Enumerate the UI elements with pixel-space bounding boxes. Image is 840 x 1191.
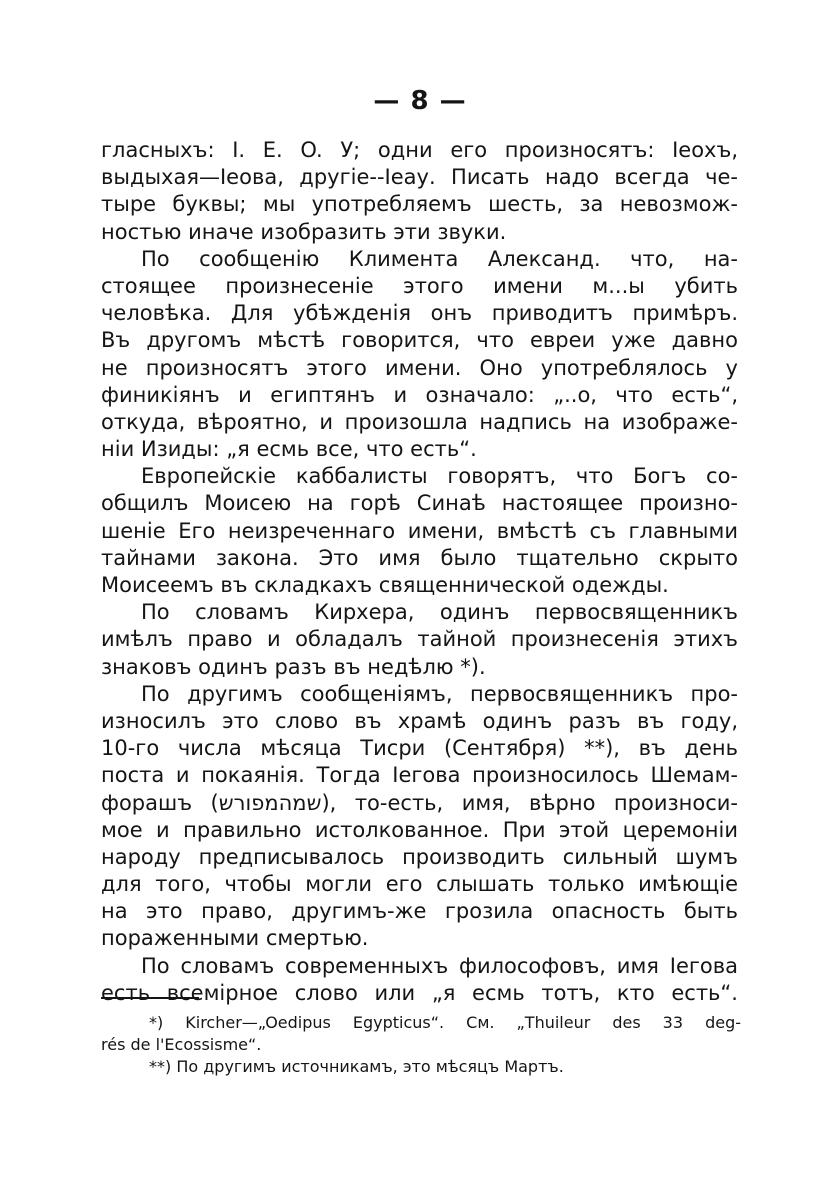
paragraph — [101, 599, 738, 681]
text-line: откуда, вѣроятно, и произошла надпись на изображе- — [101, 409, 738, 434]
text-line: По сообщенію Климента Александ. что, на- — [141, 246, 738, 271]
text-line: пораженными смертью. — [101, 926, 369, 951]
text-line: народу предписывалось производить сильный шумъ — [101, 844, 738, 869]
text-line: Моисеемъ въ складкахъ священнической одежды. — [101, 573, 669, 597]
text-line: мое и правильно истолкованное. При этой церемоніи — [101, 817, 738, 842]
text-line: форашъ (שמהמפורש), то-есть, имя, вѣрно произноси- — [101, 790, 738, 815]
text-line: не произносятъ этого имени. Оно употреблялось у — [101, 355, 738, 380]
footnote-line: rés de l'Ecossisme“. — [101, 1035, 262, 1054]
text-line: есть всемірное слово или „я есмь тотъ, кто есть“. — [101, 980, 738, 1005]
text-line: на это право, другимъ-же грозила опасность быть — [101, 899, 738, 924]
text-line: Европейскіе каббалисты говорятъ, что Богъ со- — [141, 464, 738, 489]
body-text — [101, 137, 738, 1007]
paragraph — [101, 681, 738, 953]
text-line: имѣлъ право и обладалъ тайной произнесенія этихъ — [101, 627, 738, 652]
footnote-divider — [101, 997, 199, 999]
text-line: знаковъ одинъ разъ въ недѣлю *). — [101, 654, 486, 679]
text-line: По словамъ современныхъ философовъ, имя Іегова — [141, 953, 738, 978]
text-line: тыре буквы; мы употребляемъ шесть, за невозмож- — [101, 192, 738, 217]
text-line: финикіянъ и египтянъ и означало: „..о, что есть“, — [101, 382, 738, 407]
text-line: выдыхая—Іеова, другіе--Іеау. Писать надо всегда че- — [101, 165, 738, 190]
footnote-line: **) По другимъ источникамъ, это мѣсяцъ Мартъ. — [149, 1057, 564, 1076]
text-line: поста и покаянія. Тогда Іегова произносилось Шемам- — [101, 763, 738, 788]
text-line: износилъ это слово въ храмѣ одинъ разъ въ году, — [101, 708, 738, 733]
footnote-line: *) Kircher—„Oedipus Egypticus“. См. „Thuileur des 33 deg- — [149, 1013, 741, 1032]
text-line: гласныхъ: I. E. O. У; одни его произносятъ: Іеохъ, — [101, 138, 738, 162]
paragraph — [101, 246, 738, 464]
text-line: 10-го числа мѣсяца Тисри (Сентября) **), въ день — [101, 736, 738, 761]
text-line: ностью иначе изобразить эти звуки. — [101, 219, 507, 244]
text-line: человѣка. Для убѣжденія онъ приводитъ примѣръ. — [101, 301, 738, 326]
text-line: По словамъ Кирхера, одинъ первосвященникъ — [141, 600, 738, 625]
text-line: Въ другомъ мѣстѣ говорится, что евреи уже давно — [101, 328, 738, 353]
paragraph — [101, 137, 738, 246]
text-line: общилъ Моисею на горѣ Синаѣ настоящее произно- — [101, 491, 738, 516]
text-line: ніи Изиды: „я есмь все, что есть“. — [101, 437, 477, 462]
footnotes — [101, 1012, 741, 1078]
text-line: для того, чтобы могли его слышать только имѣющіе — [101, 872, 738, 897]
text-line: По другимъ сообщеніямъ, первосвященникъ про- — [141, 681, 738, 706]
page-number: — 8 — — [373, 86, 467, 116]
paragraph — [101, 463, 738, 599]
text-line: стоящее произнесеніе этого имени м...ы убить — [101, 273, 738, 298]
text-line: тайнами закона. Это имя было тщательно скрыто — [101, 545, 738, 570]
text-line: шеніе Его неизреченнаго имени, вмѣстѣ съ главными — [101, 518, 738, 543]
